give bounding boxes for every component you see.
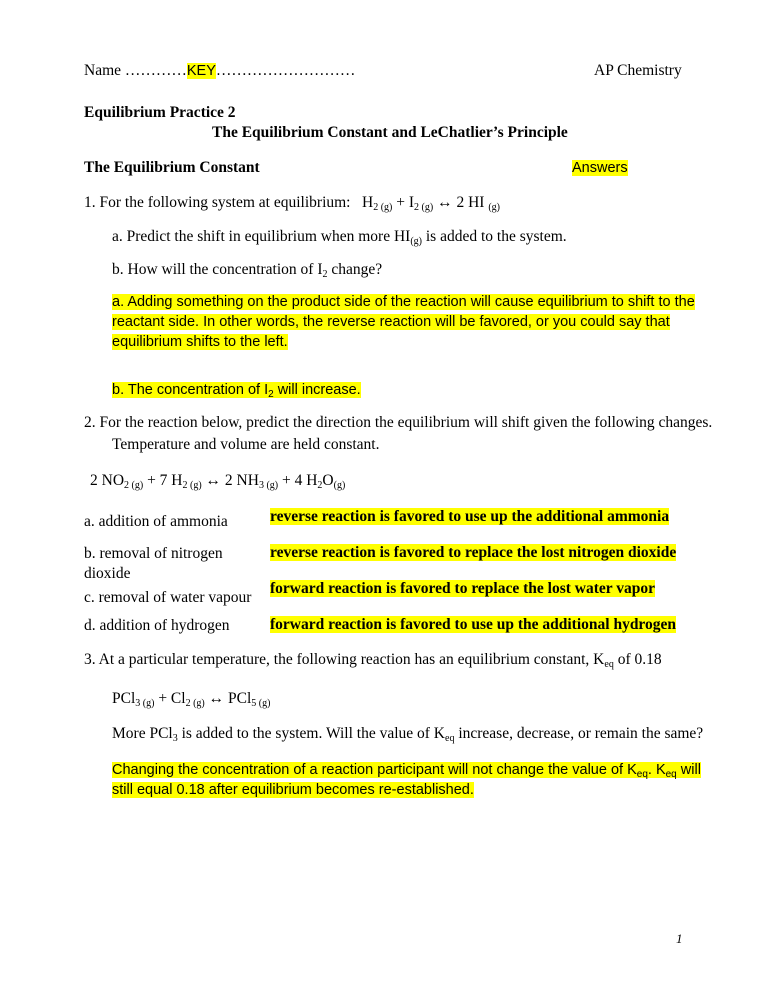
text-segment: ↔ 2 NH bbox=[201, 472, 259, 489]
worksheet-subtitle: The Equilibrium Constant and LeChatlier’s Principle bbox=[212, 124, 568, 141]
q2-answer-text: forward reaction is favored to replace the lost water vapor bbox=[270, 580, 655, 597]
text-segment: increase, decrease, or remain the same? bbox=[454, 725, 704, 742]
subscript: (g) bbox=[410, 236, 422, 247]
text-segment: 3. At a particular temperature, the following reaction has an equilibrium constant, K bbox=[84, 651, 605, 668]
subscript: eq bbox=[604, 659, 614, 670]
subscript: 2 bbox=[317, 480, 323, 491]
subscript: 2 (g) bbox=[182, 480, 202, 491]
q2-answer bbox=[270, 508, 690, 526]
q1-part-b bbox=[112, 261, 382, 279]
q2-change: c. removal of water vapour bbox=[84, 589, 252, 606]
subscript: 2 (g) bbox=[185, 698, 205, 709]
text-segment: ↔ PCl bbox=[204, 690, 252, 707]
subscript: (g) bbox=[333, 480, 346, 491]
text-segment: Changing the concentration of a reaction participant will not change the value of K bbox=[112, 762, 637, 778]
course-label: AP Chemistry bbox=[594, 62, 682, 79]
text-segment: More PCl bbox=[112, 725, 173, 742]
subscript: eq bbox=[445, 733, 455, 744]
q2-answer-text: reverse reaction is favored to replace the lost nitrogen dioxide bbox=[270, 544, 677, 561]
text-segment: + Cl bbox=[154, 690, 186, 707]
q3-prompt bbox=[84, 651, 662, 669]
name-line bbox=[84, 62, 355, 80]
text-segment: + 7 H bbox=[143, 472, 183, 489]
text-segment: + 4 H bbox=[278, 472, 318, 489]
subscript: 3 bbox=[172, 733, 178, 744]
subscript: 3 (g) bbox=[135, 698, 155, 709]
q2-equation bbox=[90, 472, 345, 490]
subscript: 3 (g) bbox=[258, 480, 279, 491]
text-segment: b. The concentration of I bbox=[112, 382, 269, 398]
q1-answer-b bbox=[112, 382, 361, 398]
text-segment: b. How will the concentration of I bbox=[112, 261, 323, 278]
q2-answer-text: forward reaction is favored to use up the additional hydrogen bbox=[270, 616, 677, 633]
text-segment: a. Predict the shift in equilibrium when more HI bbox=[112, 228, 411, 245]
q1-answer-a-text: a. Adding something on the product side of the reaction will cause equilibrium to shift to the reactant side. In other words, the reverse reaction will be favored, or you could say that equilibrium shifts to the left. bbox=[112, 294, 695, 350]
text-segment: + I bbox=[392, 194, 415, 211]
section-heading: The Equilibrium Constant bbox=[84, 159, 260, 176]
q1-part-a bbox=[112, 228, 567, 246]
text-segment: 2 NO bbox=[90, 472, 125, 489]
q3-question bbox=[112, 725, 703, 743]
subscript: eq bbox=[665, 769, 677, 780]
subscript: eq bbox=[636, 769, 648, 780]
q2-change: b. removal of nitrogen dioxide bbox=[84, 545, 223, 582]
subscript: 5 (g) bbox=[251, 698, 271, 709]
worksheet-title: Equilibrium Practice 2 bbox=[84, 104, 236, 121]
q2-answer bbox=[270, 616, 690, 634]
text-segment: will increase. bbox=[273, 382, 361, 398]
text-segment: of 0.18 bbox=[613, 651, 662, 668]
name-value: KEY bbox=[186, 63, 216, 79]
q3-answer bbox=[112, 760, 722, 800]
q1-answer-a bbox=[112, 292, 722, 352]
q3-answer-text bbox=[112, 762, 701, 798]
q1-prompt: 1. For the following system at equilibrium: bbox=[84, 194, 351, 211]
q2-prompt-line2: Temperature and volume are held constant. bbox=[112, 436, 380, 453]
name-prefix: Name ………… bbox=[84, 62, 187, 79]
subscript: 2 (g) bbox=[124, 480, 144, 491]
subscript: 2 bbox=[322, 269, 328, 280]
text-segment: O bbox=[322, 472, 334, 489]
q2-change: d. addition of hydrogen bbox=[84, 617, 230, 634]
text-segment: . K bbox=[647, 762, 666, 778]
q2-answer bbox=[270, 580, 690, 598]
text-segment: H bbox=[362, 194, 374, 211]
text-segment: PCl bbox=[112, 690, 136, 707]
subscript: (g) bbox=[488, 202, 500, 213]
text-segment: is added to the system. Will the value of K bbox=[177, 725, 445, 742]
q2-change: a. addition of ammonia bbox=[84, 513, 228, 530]
q2-answer bbox=[270, 544, 690, 562]
answers-label: Answers bbox=[572, 160, 628, 176]
text-segment: ↔ 2 HI bbox=[433, 194, 489, 211]
name-suffix: ……………………… bbox=[215, 62, 356, 79]
q2-prompt-line1: 2. For the reaction below, predict the direction the equilibrium will shift given the following changes. bbox=[84, 414, 713, 431]
q3-equation bbox=[112, 690, 270, 708]
subscript: 2 (g) bbox=[373, 202, 393, 213]
text-segment: is added to the system. bbox=[421, 228, 567, 245]
subscript: 2 (g) bbox=[414, 202, 434, 213]
text-segment: change? bbox=[327, 261, 383, 278]
text-segment: will still equal 0.18 after equilibrium becomes re-established. bbox=[112, 762, 701, 798]
q1-equation bbox=[362, 194, 500, 212]
subscript: 2 bbox=[268, 389, 274, 400]
page-number: 1 bbox=[676, 931, 683, 946]
q2-answer-text: reverse reaction is favored to use up the additional ammonia bbox=[270, 508, 670, 525]
